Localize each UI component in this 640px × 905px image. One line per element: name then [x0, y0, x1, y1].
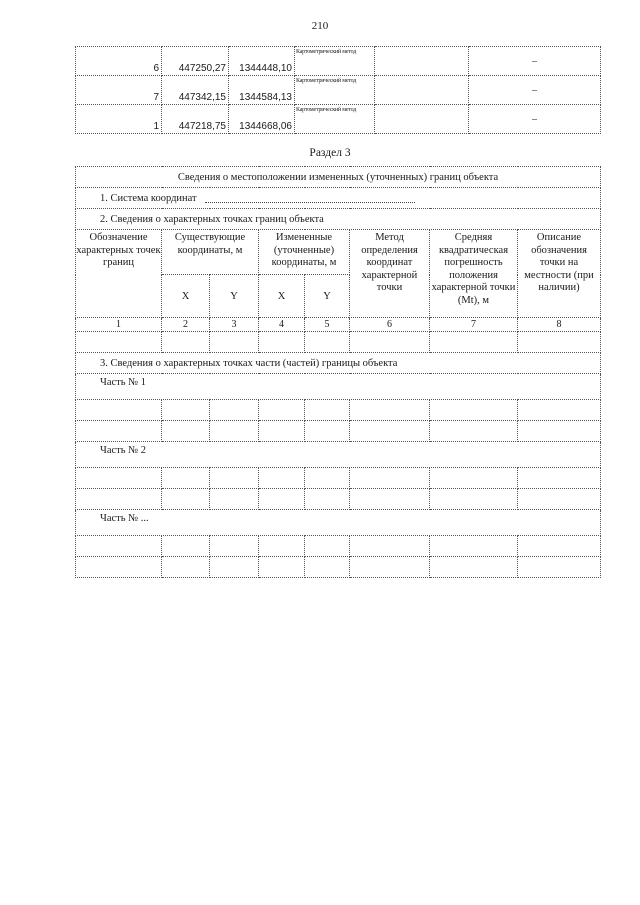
empty-row: [76, 536, 601, 557]
column-index: 7: [430, 318, 518, 332]
empty-row: [76, 468, 601, 489]
header-changed-x: X: [259, 275, 305, 318]
empty-row: [76, 332, 601, 353]
section-title: Раздел 3: [309, 147, 351, 159]
empty-row: [76, 557, 601, 578]
coordinates-continuation-table: [75, 46, 601, 134]
column-index: 6: [350, 318, 430, 332]
column-index: 1: [76, 318, 162, 332]
method-cell: Картометрический метод: [295, 76, 375, 105]
coord-system-label: 1. Система координат: [100, 192, 197, 204]
header-method: Метод определения координат характерной точки: [350, 230, 430, 318]
column-index: 5: [305, 318, 350, 332]
empty-row: [76, 489, 601, 510]
point-number-cell: 7: [76, 76, 162, 105]
x-coordinate-cell: 447218,75: [162, 105, 229, 134]
header-existing-x: X: [162, 275, 210, 318]
method-cell: Картометрический метод: [295, 105, 375, 134]
description-cell: –: [469, 47, 601, 76]
description-cell: –: [469, 76, 601, 105]
y-coordinate-cell: 1344584,13: [229, 76, 295, 105]
coord-system-row: [76, 188, 601, 209]
precision-cell: [375, 47, 469, 76]
table-title: Сведения о местоположении измененных (уточненных) границ объекта: [76, 167, 601, 188]
precision-cell: [375, 76, 469, 105]
table-row: [76, 47, 601, 76]
column-index: 4: [259, 318, 305, 332]
coord-system-fill-line: [205, 193, 415, 203]
description-cell: –: [469, 105, 601, 134]
header-point-designation: Обозначение характерных точек границ: [76, 230, 162, 318]
header-changed-coords: Измененные (уточненные) координаты, м: [259, 230, 350, 275]
part-label: Часть № ...: [76, 510, 601, 536]
x-coordinate-cell: 447342,15: [162, 76, 229, 105]
part-label: Часть № 1: [76, 374, 601, 400]
boundary-changes-table: [75, 166, 601, 578]
header-existing-coords: Существующие координаты, м: [162, 230, 259, 275]
page-number: 210: [311, 20, 329, 32]
empty-row: [76, 421, 601, 442]
method-cell: Картометрический метод: [295, 47, 375, 76]
parts-heading: 3. Сведения о характерных точках части (частей) границы объекта: [76, 353, 601, 374]
column-index-row: [76, 318, 601, 332]
header-changed-y: Y: [305, 275, 350, 318]
y-coordinate-cell: 1344448,10: [229, 47, 295, 76]
point-number-cell: 1: [76, 105, 162, 134]
y-coordinate-cell: 1344668,06: [229, 105, 295, 134]
precision-cell: [375, 105, 469, 134]
table-row: [76, 76, 601, 105]
x-coordinate-cell: 447250,27: [162, 47, 229, 76]
header-precision: Средняя квадратическая погрешность положения характерной точки (Mt), м: [430, 230, 518, 318]
part-label: Часть № 2: [76, 442, 601, 468]
column-index: 2: [162, 318, 210, 332]
empty-row: [76, 400, 601, 421]
column-index: 8: [518, 318, 601, 332]
point-number-cell: 6: [76, 47, 162, 76]
column-index: 3: [210, 318, 259, 332]
header-existing-y: Y: [210, 275, 259, 318]
points-heading: 2. Сведения о характерных точках границ объекта: [76, 209, 601, 230]
table-row: [76, 105, 601, 134]
header-description: Описание обозначения точки на местности (при наличии): [518, 230, 601, 318]
